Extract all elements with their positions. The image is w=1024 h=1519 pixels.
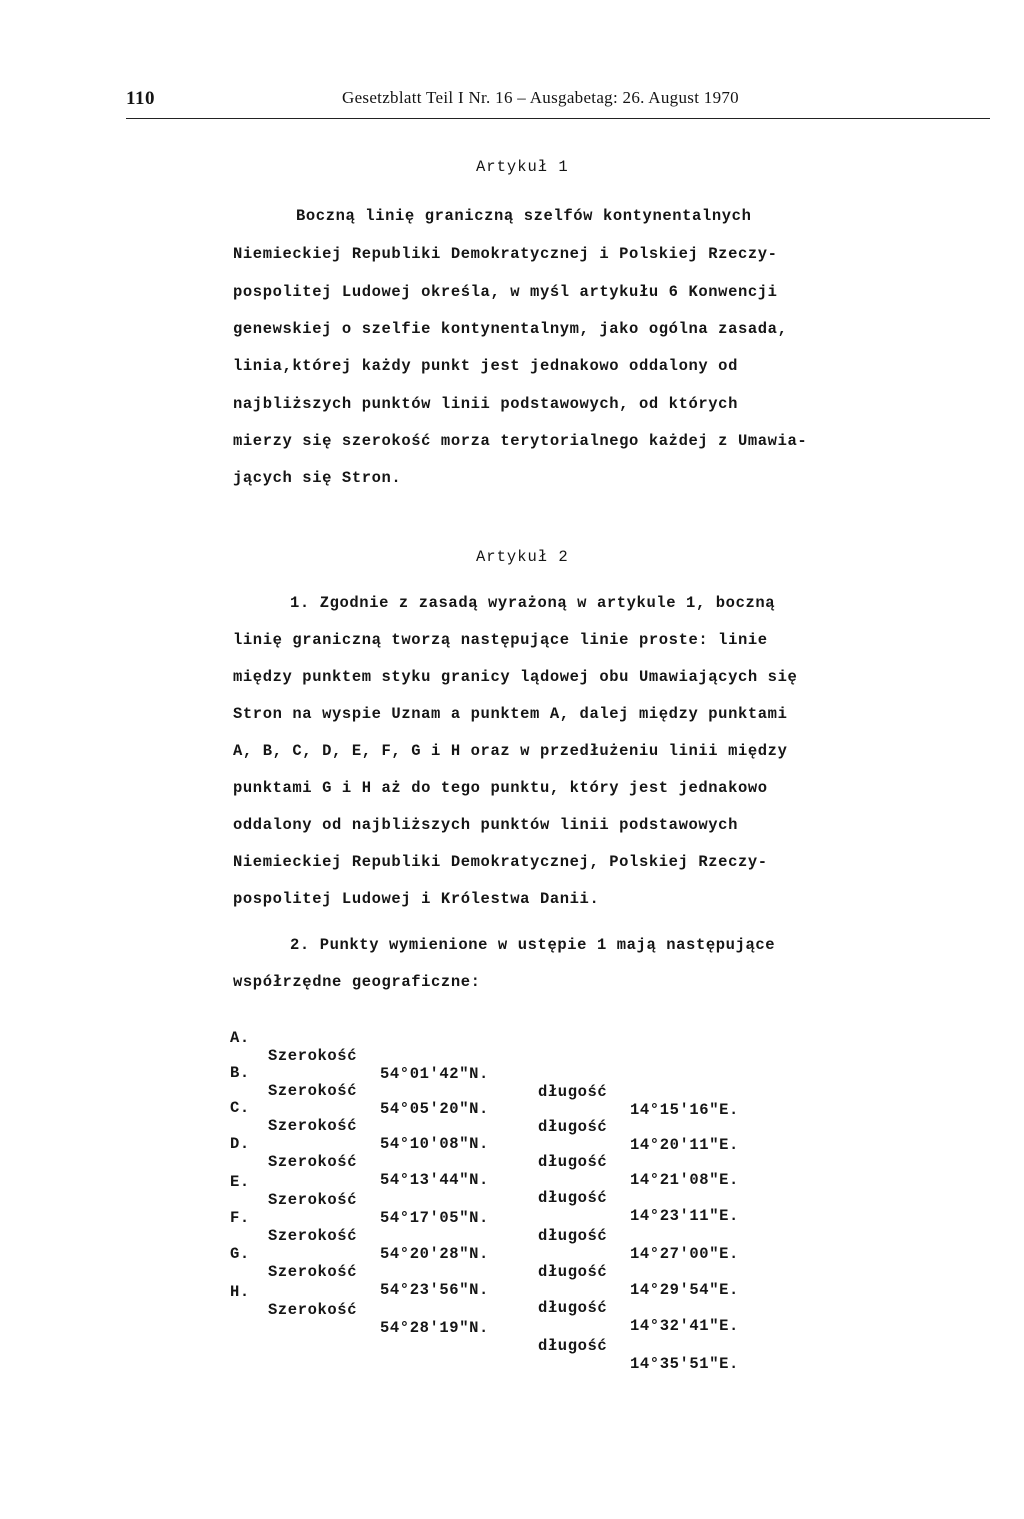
longitude-word: długość <box>538 1337 608 1355</box>
latitude-word: Szerokość <box>268 1263 358 1281</box>
latitude-value: 54°20'28"N. <box>380 1245 489 1263</box>
article-1-line: mierzy się szerokość morza terytorialnego każdej z Umawia- <box>233 432 808 450</box>
point-label: E. <box>230 1173 250 1191</box>
page-number: 110 <box>126 88 155 109</box>
point-label: H. <box>230 1283 250 1301</box>
latitude-value: 54°28'19"N. <box>380 1319 489 1337</box>
article-2-line: między punktem styku granicy lądowej obu Umawiających się <box>233 668 798 686</box>
longitude-word: długość <box>538 1299 608 1317</box>
point-label: G. <box>230 1245 250 1263</box>
latitude-value: 54°05'20"N. <box>380 1100 489 1118</box>
article-1-line: Boczną linię graniczną szelfów kontynentalnych <box>296 207 752 225</box>
article-2-line: oddalony od najbliższych punktów linii podstawowych <box>233 816 738 834</box>
latitude-word: Szerokość <box>268 1227 358 1245</box>
point-label: A. <box>230 1029 250 1047</box>
article-1-line: genewskiej o szelfie kontynentalnym, jako ogólna zasada, <box>233 320 788 338</box>
header-title: Gesetzblatt Teil I Nr. 16 – Ausgabetag: 26. August 1970 <box>342 88 739 107</box>
article-2-line: Stron na wyspie Uznam a punktem A, dalej między punktami <box>233 705 788 723</box>
longitude-value: 14°21'08"E. <box>630 1171 739 1189</box>
longitude-word: długość <box>538 1227 608 1245</box>
article-1-line: najbliższych punktów linii podstawowych, od których <box>233 395 738 413</box>
longitude-word: długość <box>538 1118 608 1136</box>
article-2-line: punktami G i H aż do tego punktu, który jest jednakowo <box>233 779 768 797</box>
point-label: B. <box>230 1064 250 1082</box>
article-1-heading: Artykuł 1 <box>476 158 569 176</box>
latitude-word: Szerokość <box>268 1047 358 1065</box>
article-1-line: pospolitej Ludowej określa, w myśl artykułu 6 Konwencji <box>233 283 778 301</box>
longitude-word: długość <box>538 1189 608 1207</box>
article-2-para2-line: współrzędne geograficzne: <box>233 973 481 991</box>
point-label: F. <box>230 1209 250 1227</box>
latitude-value: 54°01'42"N. <box>380 1065 489 1083</box>
latitude-value: 54°23'56"N. <box>380 1281 489 1299</box>
article-2-line: pospolitej Ludowej i Królestwa Danii. <box>233 890 600 908</box>
longitude-value: 14°27'00"E. <box>630 1245 739 1263</box>
longitude-value: 14°15'16"E. <box>630 1101 739 1119</box>
longitude-value: 14°20'11"E. <box>630 1136 739 1154</box>
latitude-word: Szerokość <box>268 1191 358 1209</box>
article-1-line: Niemieckiej Republiki Demokratycznej i Polskiej Rzeczy- <box>233 245 778 263</box>
longitude-word: długość <box>538 1153 608 1171</box>
article-2-line: A, B, C, D, E, F, G i H oraz w przedłużeniu linii między <box>233 742 788 760</box>
latitude-word: Szerokość <box>268 1082 358 1100</box>
latitude-word: Szerokość <box>268 1301 358 1319</box>
page-header <box>126 88 990 119</box>
article-2-line: 1. Zgodnie z zasadą wyrażoną w artykule 1, boczną <box>290 594 776 612</box>
latitude-word: Szerokość <box>268 1117 358 1135</box>
point-label: D. <box>230 1135 250 1153</box>
longitude-value: 14°32'41"E. <box>630 1317 739 1335</box>
latitude-value: 54°13'44"N. <box>380 1171 489 1189</box>
article-2-line: Niemieckiej Republiki Demokratycznej, Polskiej Rzeczy- <box>233 853 768 871</box>
article-1-line: linia,której każdy punkt jest jednakowo oddalony od <box>233 357 738 375</box>
latitude-word: Szerokość <box>268 1153 358 1171</box>
article-2-line: linię graniczną tworzą następujące linie proste: linie <box>233 631 768 649</box>
longitude-value: 14°29'54"E. <box>630 1281 739 1299</box>
article-2-heading: Artykuł 2 <box>476 548 569 566</box>
latitude-value: 54°17'05"N. <box>380 1209 489 1227</box>
longitude-word: długość <box>538 1263 608 1281</box>
article-2-para2-line: 2. Punkty wymienione w ustępie 1 mają następujące <box>290 936 776 954</box>
article-1-line: jących się Stron. <box>233 469 402 487</box>
longitude-word: długość <box>538 1083 608 1101</box>
latitude-value: 54°10'08"N. <box>380 1135 489 1153</box>
point-label: C. <box>230 1099 250 1117</box>
longitude-value: 14°35'51"E. <box>630 1355 739 1373</box>
longitude-value: 14°23'11"E. <box>630 1207 739 1225</box>
